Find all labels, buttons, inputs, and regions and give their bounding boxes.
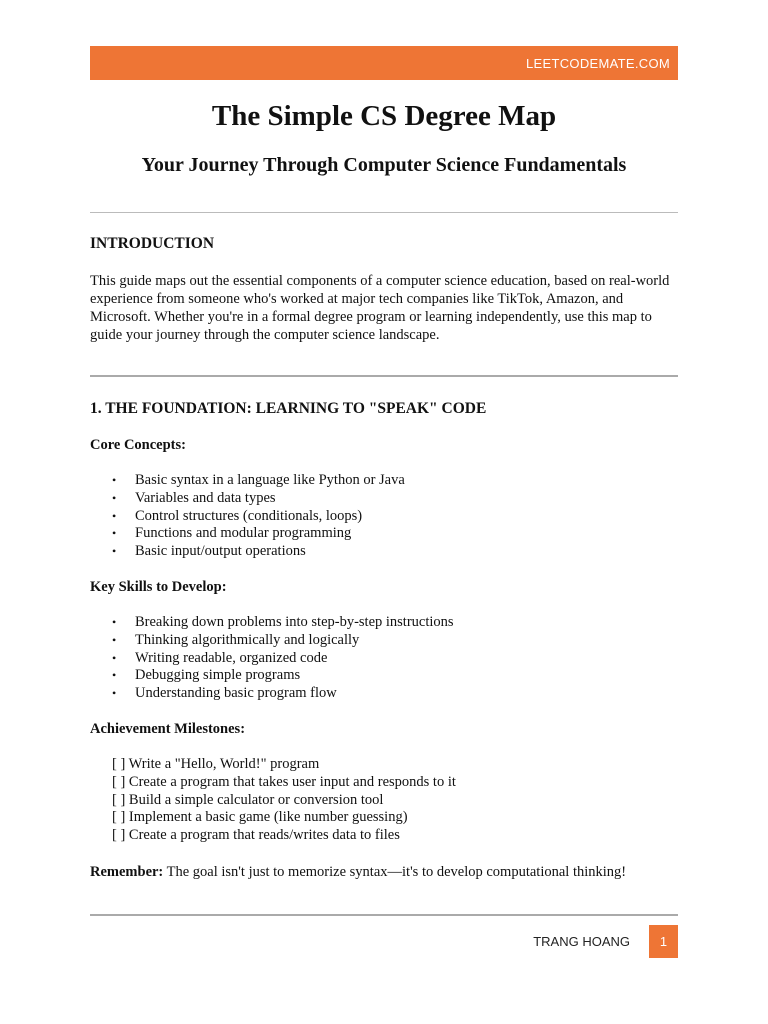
key-skills-list <box>90 614 670 703</box>
bullet-icon: • <box>112 650 117 665</box>
milestones-list <box>90 756 670 845</box>
bullet-icon: • <box>112 473 117 487</box>
list-item: • Breaking down problems into step-by-step instructions <box>112 613 454 630</box>
checklist-item: [ ] Create a program that takes user input and responds to it <box>112 773 456 790</box>
divider <box>90 914 678 916</box>
bullet-icon: • <box>112 508 117 523</box>
checklist-item: [ ] Implement a basic game (like number guessing) <box>112 809 408 826</box>
header-bar <box>90 46 678 80</box>
list-item: • Functions and modular programming <box>112 525 352 542</box>
checklist-item: [ ] Build a simple calculator or conversion tool <box>112 791 384 808</box>
list-item: • Variables and data types <box>112 489 276 506</box>
checklist-item: [ ] Write a "Hello, World!" program <box>112 755 320 772</box>
remember-text: The goal isn't just to memorize syntax—it's to develop computational thinking! <box>163 863 627 880</box>
intro-section <box>90 235 670 344</box>
footer-author: TRANG HOANG <box>533 934 630 949</box>
bullet-icon: • <box>112 668 117 683</box>
bullet-icon: • <box>112 544 117 559</box>
list-item: • Understanding basic program flow <box>112 685 337 702</box>
list-item: • Debugging simple programs <box>112 667 301 684</box>
intro-heading: INTRODUCTION <box>90 235 215 252</box>
remember-label: Remember: <box>90 863 164 880</box>
page-number: 1 <box>649 925 678 958</box>
document-subtitle: Your Journey Through Computer Science Fundamentals <box>141 154 627 176</box>
document-title: The Simple CS Degree Map <box>211 100 557 132</box>
site-name: LEETCODEMATE.COM <box>526 55 670 71</box>
list-item: • Basic syntax in a language like Python or Java <box>112 472 405 488</box>
checklist-item: [ ] Create a program that reads/writes data to files <box>112 827 400 844</box>
bullet-icon: • <box>112 490 117 505</box>
core-concepts-label: Core Concepts: <box>90 437 186 453</box>
list-item: • Thinking algorithmically and logically <box>112 631 360 648</box>
list-item: • Control structures (conditionals, loops) <box>112 507 363 524</box>
section1-heading: 1. THE FOUNDATION: LEARNING TO "SPEAK" CODE <box>90 400 487 417</box>
foundation-section <box>90 400 670 881</box>
divider <box>90 212 678 213</box>
list-item: • Writing readable, organized code <box>112 649 328 666</box>
bullet-icon: • <box>112 686 117 701</box>
key-skills-label: Key Skills to Develop: <box>90 578 227 595</box>
bullet-icon: • <box>112 526 117 541</box>
intro-body: This guide maps out the essential components of a computer science education, based on real-world experience from someone who's worked at major tech companies like TikTok, Amazon, and Microsoft. Whether you're in a formal degree program or learning independently, use this map to guide your journey through the computer science landscape. <box>90 273 670 343</box>
list-item: • Basic input/output operations <box>112 543 306 560</box>
bullet-icon: • <box>112 614 117 629</box>
core-concepts-list <box>90 472 670 561</box>
divider <box>90 375 678 377</box>
remember-note <box>90 863 670 881</box>
milestones-label: Achievement Milestones: <box>90 720 246 737</box>
bullet-icon: • <box>112 632 117 647</box>
